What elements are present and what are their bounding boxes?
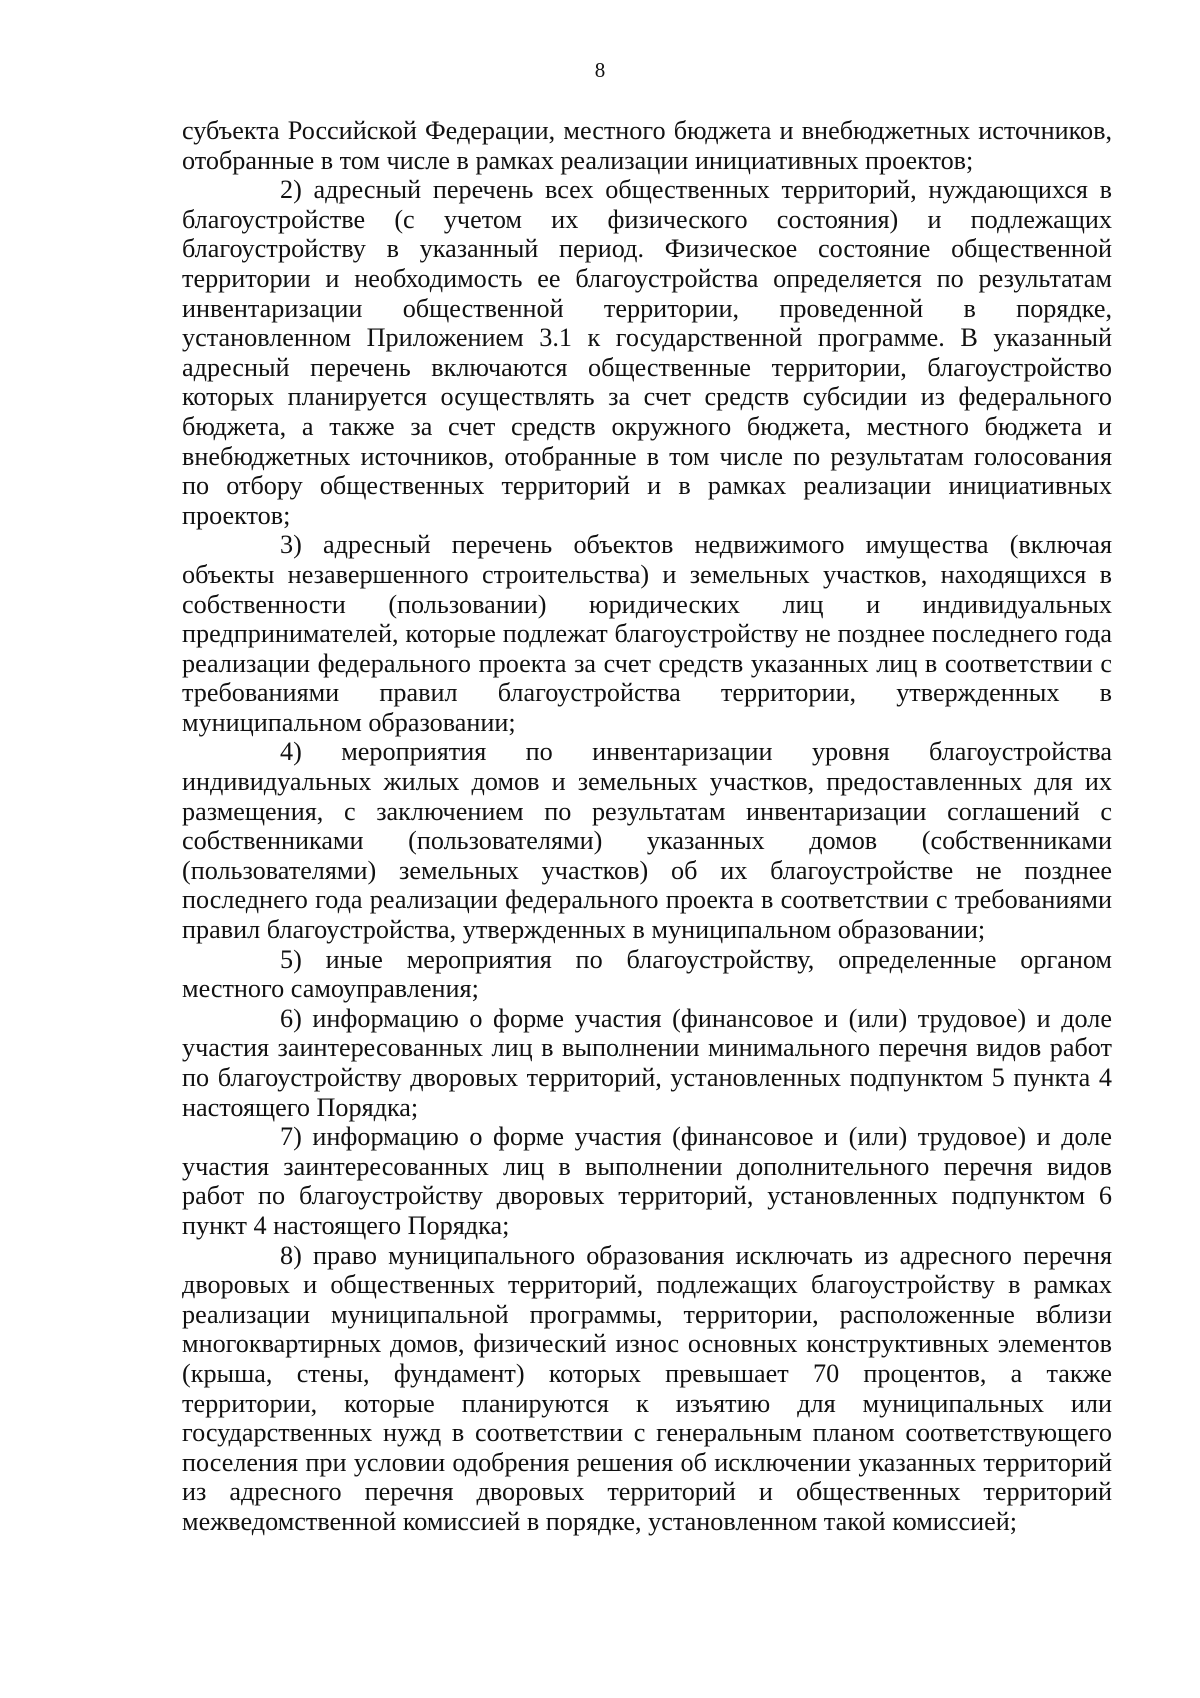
document-body [182,116,1112,1537]
paragraph-item-7: 7) информацию о форме участия (финансовое и (или) трудовое) и доле участия заинтересованных лиц в выполнении дополнительного перечня видов работ по благоустройству дворовых территорий, установленных подпунктом 6 пункт 4 настоящего Порядка; [182,1122,1112,1240]
paragraph-item-5: 5) иные мероприятия по благоустройству, определенные органом местного самоуправления; [182,944,1112,1004]
paragraph-continuation: субъекта Российской Федерации, местного бюджета и внебюджетных источников, отобранные в том числе в рамках реализации инициативных проектов; [182,116,1112,175]
paragraph-item-2: 2) адресный перечень всех общественных территорий, нуждающихся в благоустройстве (с учетом их физического состояния) и подлежащих благоустройству в указанный период. Физическое состояние общественной территории и необходимость ее благоустройства определяется по результатам инвентаризации общественной территории, проведенной в порядке, установленном Приложением 3.1 к государственной программе. В указанный адресный перечень включаются общественные территории, благоустройство которых планируется осуществлять за счет средств субсидии из федерального бюджета, а также за счет средств окружного бюджета, местного бюджета и внебюджетных источников, отобранные в том числе по результатам голосования по отбору общественных территорий и в рамках реализации инициативных проектов; [182,175,1112,530]
paragraph-item-8: 8) право муниципального образования исключать из адресного перечня дворовых и общественных территорий, подлежащих благоустройству в рамках реализации муниципальной программы, территории, расположенные вблизи многоквартирных домов, физический износ основных конструктивных элементов (крыша, стены, фундамент) которых превышает 70 процентов, а также территории, которые планируются к изъятию для муниципальных или государственных нужд в соответствии с генеральным планом соответствующего поселения при условии одобрения решения об исключении указанных территорий из адресного перечня дворовых территорий и общественных территорий межведомственной комиссией в порядке, установленном такой комиссией; [182,1240,1112,1536]
page-number: 8 [594,58,606,82]
paragraph-item-3: 3) адресный перечень объектов недвижимого имущества (включая объекты незавершенного строительства) и земельных участков, находящихся в собственности (пользовании) юридических лиц и индивидуальных предпринимателей, которые подлежат благоустройству не позднее последнего года реализации федерального проекта за счет средств указанных лиц в соответствии с требованиями правил благоустройства территории, утвержденных в муниципальном образовании; [182,530,1112,737]
paragraph-item-6: 6) информацию о форме участия (финансовое и (или) трудовое) и доле участия заинтересованных лиц в выполнении минимального перечня видов работ по благоустройству дворовых территорий, установленных подпунктом 5 пункта 4 настоящего Порядка; [182,1003,1112,1122]
paragraph-item-4: 4) мероприятия по инвентаризации уровня благоустройства индивидуальных жилых домов и земельных участков, предоставленных для их размещения, с заключением по результатам инвентаризации соглашений с собственниками (пользователями) указанных домов (собственниками (пользователями) земельных участков) об их благоустройстве не позднее последнего года реализации федерального проекта в соответствии с требованиями правил благоустройства, утвержденных в муниципальном образовании; [182,737,1112,945]
